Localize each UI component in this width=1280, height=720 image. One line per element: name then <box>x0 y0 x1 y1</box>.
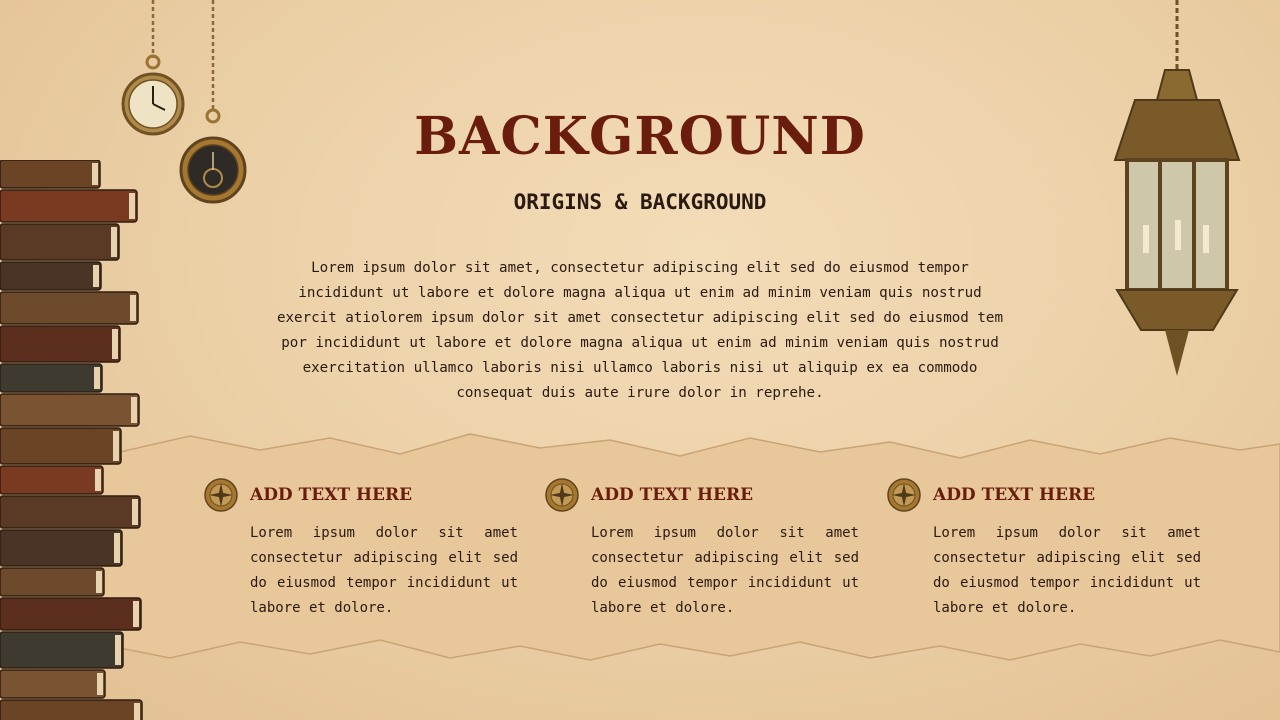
book <box>0 598 141 630</box>
book-pages <box>94 367 100 389</box>
book <box>0 224 119 260</box>
slide-subtitle: ORIGINS & BACKGROUND <box>513 190 767 214</box>
book-pages <box>95 469 101 491</box>
book-pages <box>130 295 136 321</box>
book <box>0 496 140 528</box>
book <box>0 292 138 324</box>
book-pages <box>111 227 117 257</box>
book-pages <box>96 571 102 593</box>
compass-rose-icon <box>887 478 921 512</box>
compass-rose-icon <box>545 478 579 512</box>
book-pages <box>132 499 138 525</box>
slide-title: BACKGROUND <box>414 106 866 167</box>
book <box>0 670 105 698</box>
column-text: Lorem ipsum dolor sit amet consectetur adipiscing elit sed do eiusmod tempor incididunt ut labore et dolore. <box>250 525 518 616</box>
column-text: Lorem ipsum dolor sit amet consectetur adipiscing elit sed do eiusmod tempor incididunt ut labore et dolore. <box>591 525 859 616</box>
column-title: ADD TEXT HERE <box>933 485 1096 505</box>
book <box>0 364 102 392</box>
book <box>0 568 104 596</box>
book <box>0 428 121 464</box>
column-text: Lorem ipsum dolor sit amet consectetur adipiscing elit sed do eiusmod tempor incididunt ut labore et dolore. <box>933 525 1201 616</box>
book <box>0 262 101 290</box>
books-stack-illustration <box>0 160 165 720</box>
book <box>0 326 120 362</box>
info-column-1 <box>204 478 534 621</box>
pocket-watches-illustration <box>115 0 255 210</box>
info-column-2 <box>545 478 875 621</box>
book <box>0 394 139 426</box>
book <box>0 700 142 720</box>
book-pages <box>115 635 121 665</box>
intro-paragraph: Lorem ipsum dolor sit amet, consectetur adipiscing elit sed do eiusmod tempor incididunt ut labore et dolore magna aliqua ut enim ad minim veniam quis nostrud exercit atiolorem ipsum dolor sit amet consectetur adipiscing elit sed do eiusmod tem por incididunt ut labore et dolore magna aliqua ut enim ad minim veniam quis nostrud exercitation ullamco laboris nisi ullamco laboris nisi ut aliquip ex ea commodo consequat duis aute irure dolor in reprehe. <box>276 260 1004 401</box>
book <box>0 530 122 566</box>
book-pages <box>112 329 118 359</box>
column-title: ADD TEXT HERE <box>591 485 754 505</box>
book-pages <box>133 601 139 627</box>
book <box>0 466 103 494</box>
book <box>0 632 123 668</box>
compass-rose-icon <box>204 478 238 512</box>
book-pages <box>113 431 119 461</box>
book-pages <box>93 265 99 287</box>
info-column-3 <box>887 478 1217 621</box>
book-pages <box>97 673 103 695</box>
column-title: ADD TEXT HERE <box>250 485 413 505</box>
book-pages <box>134 703 140 720</box>
book-pages <box>131 397 137 423</box>
book-pages <box>114 533 120 563</box>
